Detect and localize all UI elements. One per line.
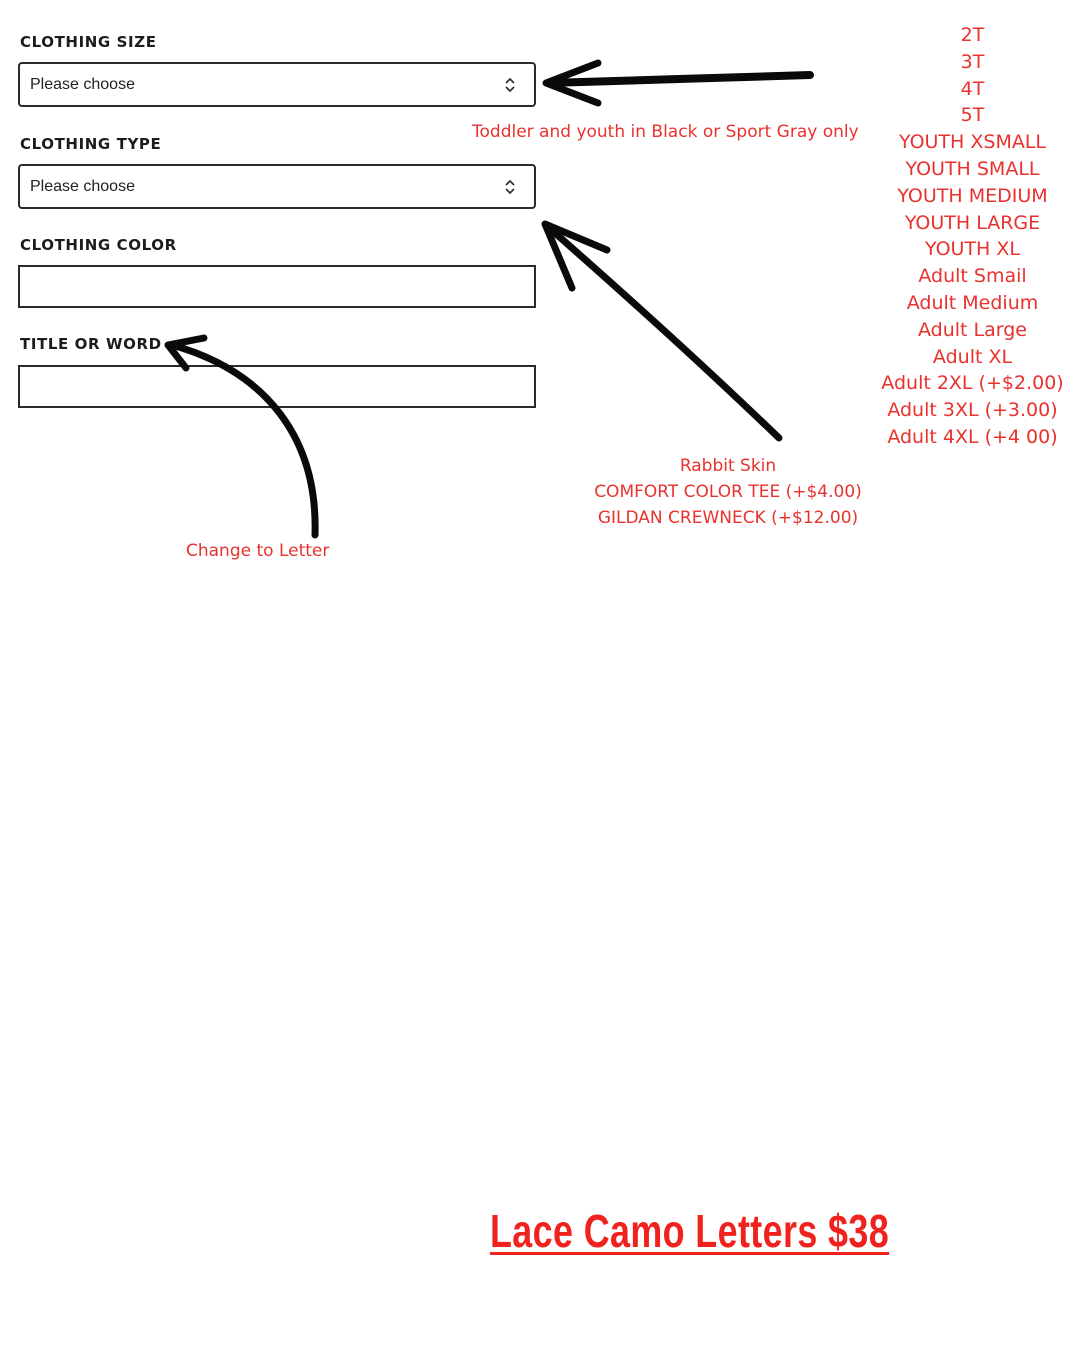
clothing-color-label: CLOTHING COLOR: [20, 236, 177, 254]
size-option: YOUTH XL: [925, 238, 1020, 261]
type-option: Rabbit Skin: [679, 456, 777, 476]
size-option: 3T: [960, 50, 985, 73]
size-option: Adult XL: [932, 345, 1013, 368]
size-option: 4T: [960, 77, 985, 100]
size-option: YOUTH XSMALL: [899, 131, 1046, 154]
clothing-size-label: CLOTHING SIZE: [20, 33, 157, 51]
size-note: Toddler and youth in Black or Sport Gray only: [472, 122, 859, 142]
title-or-word-label: TITLE OR WORD: [20, 335, 162, 353]
clothing-size-value: Please choose: [30, 75, 135, 93]
size-option: Adult Smail: [918, 265, 1027, 288]
size-option: YOUTH SMALL: [905, 157, 1040, 180]
size-option: YOUTH LARGE: [904, 211, 1041, 234]
arrow-to-title-icon: [168, 338, 315, 535]
arrow-to-type-icon: [545, 224, 779, 438]
clothing-type-value: Please choose: [30, 177, 135, 195]
size-option: 5T: [960, 104, 985, 127]
type-option: GILDAN CREWNECK (+$12.00): [597, 508, 859, 528]
product-headline: Lace Camo Letters $38: [490, 1205, 890, 1257]
type-option: COMFORT COLOR TEE (+$4.00): [594, 482, 862, 502]
clothing-type-label: CLOTHING TYPE: [20, 135, 162, 153]
size-option: Adult 3XL (+3.00): [887, 399, 1058, 422]
size-option: Adult Medium: [906, 291, 1039, 314]
size-option: Adult 4XL (+4 00): [887, 425, 1058, 448]
size-option: Adult Large: [918, 318, 1027, 341]
size-option: YOUTH MEDIUM: [897, 184, 1048, 207]
size-option: 2T: [960, 24, 985, 46]
arrow-to-size-icon: [546, 63, 810, 103]
title-note: Change to Letter: [186, 541, 330, 561]
size-option: Adult 2XL (+$2.00): [881, 372, 1064, 395]
